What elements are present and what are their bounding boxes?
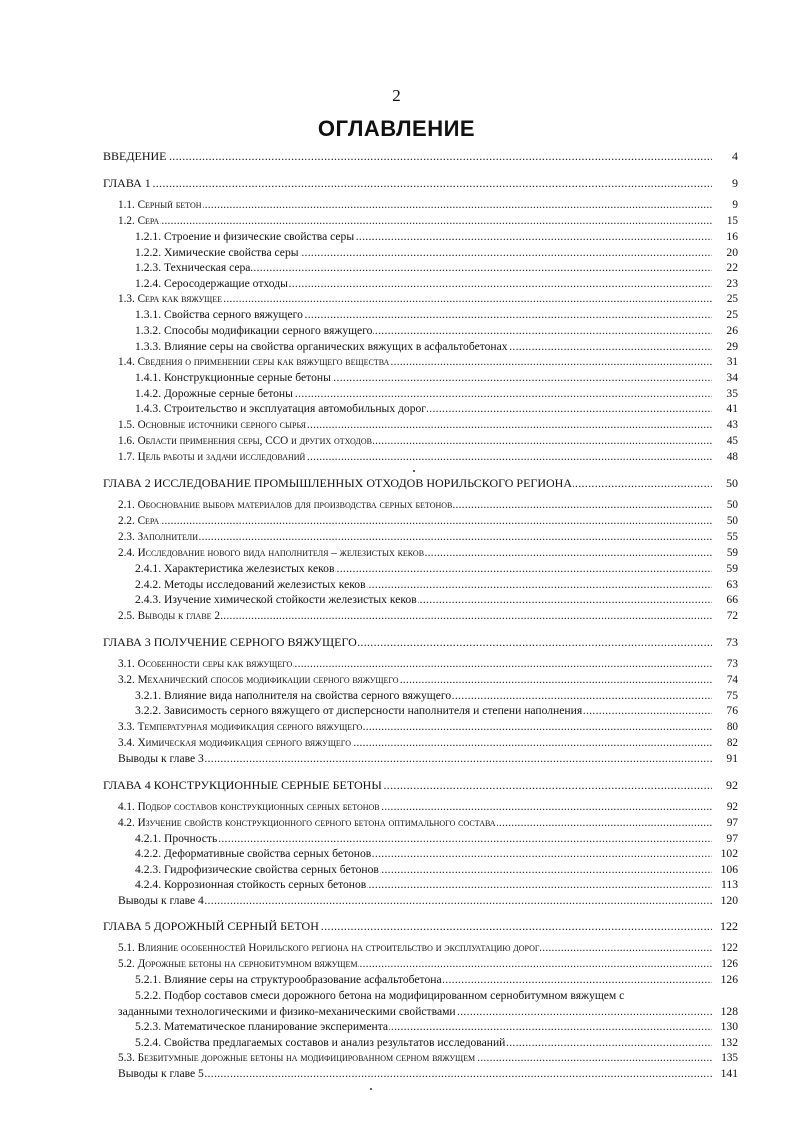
toc-entry-1-2-3[interactable] — [103, 260, 738, 276]
toc-entry-label: 1.4.3. Строительство и эксплуатация автомобильных дорог — [135, 402, 427, 416]
toc-entry-page: 16 — [726, 230, 738, 243]
toc-entry-2-4-1[interactable] — [103, 561, 738, 577]
toc-entry-label: 3.4. Химическая модификация серного вяжущего — [118, 736, 351, 749]
toc-entry-label: 3.1. Особенности серы как вяжущего — [118, 657, 293, 670]
toc-entry-1-4-3[interactable] — [103, 401, 738, 417]
toc-entry-label: ГЛАВА 5 ДОРОЖНЫЙ СЕРНЫЙ БЕТОН — [103, 919, 319, 934]
toc-entry-label: 3.2.1. Влияние вида наполнителя на свойства серного вяжущего — [135, 688, 452, 702]
toc-entry-label: 1.3. Сера как вяжущее — [118, 293, 223, 306]
toc-entry-page: 82 — [726, 736, 738, 749]
toc-entry-2-5[interactable] — [103, 608, 738, 624]
toc-entry-label: 5.2.2. Подбор составов смеси дорожного бетона на модифицированном сернобитумном вяжущем с — [135, 989, 625, 1003]
toc-entry-5-2-1[interactable] — [103, 972, 738, 988]
toc-entry-label: 5.2.3. Математическое планирование эксперимента — [135, 1020, 389, 1034]
toc-entry-page: 73 — [726, 634, 738, 649]
toc-entry-page: 75 — [726, 688, 738, 702]
toc-entry-label: ГЛАВА 1 — [103, 176, 151, 190]
toc-entry-2-4-3[interactable] — [103, 592, 738, 608]
toc-entry-page: 80 — [726, 720, 738, 733]
toc-entry-label: 4.2.2. Деформативные свойства серных бетонов — [135, 847, 372, 861]
toc-entry-1-5[interactable] — [103, 417, 738, 433]
toc-entry-page: 135 — [721, 1052, 738, 1065]
toc-entry-page: 106 — [720, 862, 738, 876]
toc-entry-page: 29 — [726, 339, 738, 353]
toc-entry-3-2-2[interactable] — [103, 703, 738, 719]
scan-speck — [413, 470, 415, 472]
toc-entry-label: 4.2. Изучение свойств конструкционного серного бетона оптимального состава — [118, 816, 496, 829]
toc-entry-page: 126 — [720, 973, 738, 987]
toc-entry-page: 73 — [726, 657, 738, 670]
toc-entry-4-2-2[interactable] — [103, 846, 738, 862]
table-of-contents — [103, 148, 738, 1082]
toc-entry-page: 128 — [720, 1004, 738, 1018]
toc-entry-page: 48 — [726, 450, 738, 463]
toc-entry-1-3-3[interactable] — [103, 339, 738, 355]
toc-entry-label: заданными технологическими и физико-механическими свойствами — [118, 1004, 456, 1018]
toc-entry-label: 5.2.4. Свойства предлагаемых составов и анализ результатов исследований — [135, 1035, 506, 1049]
toc-entry-page: 4 — [732, 149, 738, 163]
toc-entry-page: 31 — [726, 356, 738, 369]
toc-chapter-1[interactable] — [103, 175, 738, 192]
toc-entry-page: 50 — [726, 498, 738, 511]
toc-entry-page: 25 — [726, 293, 738, 306]
toc-entry-page: 55 — [726, 530, 738, 543]
toc-entry-label: 2.4.3. Изучение химической стойкости железистых кеков — [135, 593, 417, 607]
toc-entry-label: 2.2. Сера — [118, 514, 160, 527]
toc-entry-label: 5.1. Влияние особенностей Норильского региона на строительство и эксплуатацию дорог — [118, 942, 540, 955]
toc-entry-page: 122 — [720, 919, 738, 934]
toc-chapter-5[interactable] — [103, 918, 738, 935]
toc-entry-5-2[interactable] — [103, 956, 738, 972]
toc-entry-1-7[interactable] — [103, 449, 738, 465]
toc-entry-page: 126 — [721, 958, 738, 971]
scan-speck — [370, 1088, 372, 1090]
toc-entry-5-3[interactable] — [103, 1050, 738, 1066]
toc-entry-label: 1.2.1. Строение и физические свойства серы — [135, 230, 355, 243]
toc-entry-page: 15 — [726, 215, 738, 227]
toc-entry-label: 1.4.2. Дорожные серные бетоны — [135, 386, 293, 400]
toc-entry-5-2-4[interactable] — [103, 1035, 738, 1051]
toc-entry-label: 1.3.3. Влияние серы на свойства органических вяжущих в асфальтобетонах — [135, 339, 508, 353]
toc-entry-label: 1.3.1. Свойства серного вяжущего — [135, 308, 303, 322]
toc-entry-page: 23 — [726, 276, 738, 290]
toc-entry-page: 72 — [726, 609, 738, 622]
toc-entry-page: 74 — [726, 673, 738, 686]
toc-entry-label: ВВЕДЕНИЕ — [103, 149, 167, 163]
toc-entry-2-4[interactable] — [103, 545, 738, 561]
toc-entry-label: 3.2. Механический способ модификации серного вяжущего — [118, 673, 399, 686]
toc-entry-label: 1.2.2. Химические свойства серы — [135, 245, 299, 259]
toc-entry-1-4-2[interactable] — [103, 386, 738, 402]
toc-entry-label: ГЛАВА 4 КОНСТРУКЦИОННЫЕ СЕРНЫЕ БЕТОНЫ — [103, 777, 382, 792]
toc-entry-2-3[interactable] — [103, 529, 738, 545]
toc-entry-label: 2.1. Обоснование выбора материалов для производства серных бетонов — [118, 498, 453, 511]
toc-chapter-2[interactable] — [103, 475, 738, 492]
toc-entry-page: 132 — [720, 1035, 738, 1049]
toc-entry-label: 1.2. Сера — [118, 215, 160, 227]
toc-entry-1-2-2[interactable] — [103, 245, 738, 261]
toc-entry-label: 4.2.4. Коррозионная стойкость серных бетонов — [135, 878, 367, 892]
toc-entry-label: 5.2. Дорожные бетоны на сернобитумном вяжущем — [118, 958, 358, 971]
toc-entry-label: 3.2.2. Зависимость серного вяжущего от дисперсности наполнителя и степени наполнения — [135, 704, 583, 718]
toc-entry-3-4[interactable] — [103, 735, 738, 751]
toc-entry-label: Выводы к главе 5 — [118, 1067, 204, 1081]
toc-entry-label: 1.3.2. Способы модификации серного вяжущего — [135, 323, 373, 337]
toc-entry-4-2-1[interactable] — [103, 831, 738, 847]
toc-entry-page: 102 — [720, 847, 738, 861]
toc-entry-label: 4.1. Подбор составов конструкционных серных бетонов — [118, 800, 380, 813]
toc-entry-page: 76 — [726, 704, 738, 718]
toc-entry-page: 22 — [726, 261, 738, 275]
toc-entry-1-2-1[interactable] — [103, 229, 738, 245]
toc-entry-1-4[interactable] — [103, 354, 738, 370]
toc-entry-page: 26 — [726, 323, 738, 337]
toc-entry-4-2-3[interactable] — [103, 862, 738, 878]
toc-entry-label: 5.3. Безбитумные дорожные бетоны на модифицированном серном вяжущем — [118, 1052, 476, 1065]
toc-entry-page: 59 — [726, 546, 738, 559]
toc-entry-page: 50 — [726, 514, 738, 527]
toc-entry-page: 20 — [726, 245, 738, 259]
toc-entry-label: 1.4.1. Конструкционные серные бетоны — [135, 371, 331, 385]
toc-entry-1-4-1[interactable] — [103, 370, 738, 386]
toc-entry-label: 4.2.1. Прочность — [135, 831, 218, 845]
toc-entry-page: 50 — [726, 475, 738, 490]
toc-entry-label: 2.4.1. Характеристика железистых кеков — [135, 561, 335, 575]
toc-entry-4-2-4[interactable] — [103, 877, 738, 893]
toc-entry-2-2[interactable] — [103, 513, 738, 529]
toc-entry-label: Выводы к главе 3 — [118, 751, 204, 765]
toc-entry-2-4-2[interactable] — [103, 577, 738, 593]
toc-entry-page: 34 — [726, 371, 738, 385]
toc-entry-page: 9 — [732, 176, 738, 190]
toc-entry-1-3-2[interactable] — [103, 323, 738, 339]
toc-entry-page: 45 — [726, 434, 738, 447]
toc-entry-label: 1.6. Области применения серы, ССО и других отходов — [118, 434, 372, 447]
toc-entry-1-6[interactable] — [103, 433, 738, 449]
toc-entry-page: 66 — [726, 593, 738, 607]
toc-entry-page: 9 — [732, 199, 738, 211]
toc-entry-page: 122 — [721, 942, 738, 955]
toc-entry-5-2-2-line2[interactable] — [103, 1004, 738, 1020]
toc-entry-4-1[interactable] — [103, 799, 738, 815]
toc-entry-page: 130 — [720, 1020, 738, 1034]
toc-chapter-3[interactable] — [103, 634, 738, 651]
toc-entry-3-2-1[interactable] — [103, 688, 738, 704]
toc-entry-4-conclusions[interactable] — [103, 893, 738, 909]
toc-entry-4-2[interactable] — [103, 815, 738, 831]
toc-entry-label: 2.4. Исследование нового вида наполнителя – железистых кеков — [118, 546, 425, 559]
toc-entry-5-conclusions[interactable] — [103, 1066, 738, 1082]
toc-chapter-4[interactable] — [103, 777, 738, 794]
toc-entry-label: 1.7. Цель работы и задачи исследований — [118, 450, 306, 463]
page-title: ОГЛАВЛЕНИЕ — [317, 116, 476, 141]
toc-entry-page: 59 — [726, 561, 738, 575]
toc-entry-3-conclusions[interactable] — [103, 751, 738, 767]
toc-entry-label: 1.1. Серный бетон — [118, 199, 202, 211]
toc-entry-page: 113 — [721, 878, 738, 892]
toc-entry-1-2-4[interactable] — [103, 276, 738, 292]
toc-entry-page: 92 — [726, 800, 738, 813]
toc-entry-page: 35 — [726, 386, 738, 400]
toc-entry-1-3[interactable] — [103, 291, 738, 307]
toc-entry-page: 141 — [720, 1067, 738, 1081]
toc-entry-1-3-1[interactable] — [103, 307, 738, 323]
toc-entry-label: 1.4. Сведения о применении серы как вяжущего вещества — [118, 356, 390, 369]
toc-entry-1-1[interactable] — [103, 197, 738, 213]
toc-entry-3-3[interactable] — [103, 719, 738, 735]
toc-entry-page: 25 — [726, 308, 738, 322]
toc-entry-label: 1.2.3. Техническая сера — [135, 261, 251, 275]
toc-entry-label: 4.2.3. Гидрофизические свойства серных бетонов — [135, 862, 379, 876]
toc-entry-label: ГЛАВА 3 ПОЛУЧЕНИЕ СЕРНОГО ВЯЖУЩЕГО — [103, 634, 357, 649]
toc-entry-page: 97 — [726, 816, 738, 829]
toc-entry-3-2[interactable] — [103, 672, 738, 688]
toc-entry-label: 1.2.4. Серосодержащие отходы — [135, 276, 288, 290]
toc-entry-label: 5.2.1. Влияние серы на структурообразование асфальтобетона — [135, 973, 442, 987]
toc-entry-3-1[interactable] — [103, 656, 738, 672]
toc-entry-5-2-2-line1[interactable] — [103, 988, 738, 1004]
toc-entry-label: 2.4.2. Методы исследований железистых кеков — [135, 577, 366, 591]
toc-entry-5-1[interactable] — [103, 940, 738, 956]
toc-entry-label: 2.5. Выводы к главе 2 — [118, 609, 220, 622]
toc-entry-intro[interactable] — [103, 148, 738, 165]
toc-entry-page: 41 — [726, 402, 738, 416]
toc-entry-label: 2.3. Заполнители — [118, 530, 198, 543]
toc-entry-label: ГЛАВА 2 ИССЛЕДОВАНИЕ ПРОМЫШЛЕННЫХ ОТХОДОВ НОРИЛЬСКОГО РЕГИОНА — [103, 475, 573, 490]
toc-entry-page: 63 — [726, 577, 738, 591]
toc-entry-page: 43 — [726, 418, 738, 431]
toc-entry-1-2[interactable] — [103, 213, 738, 229]
toc-entry-page: 91 — [726, 751, 738, 765]
page-number: 2 — [392, 86, 401, 105]
toc-entry-label: 3.3. Температурная модификация серного вяжущего — [118, 720, 363, 733]
toc-entry-5-2-3[interactable] — [103, 1019, 738, 1035]
toc-entry-label: 1.5. Основные источники серного сырья — [118, 418, 306, 431]
toc-entry-page: 120 — [720, 893, 738, 907]
toc-entry-page: 92 — [726, 777, 738, 792]
toc-entry-2-1[interactable] — [103, 497, 738, 513]
toc-entry-label: Выводы к главе 4 — [118, 893, 204, 907]
toc-entry-page: 97 — [726, 831, 738, 845]
